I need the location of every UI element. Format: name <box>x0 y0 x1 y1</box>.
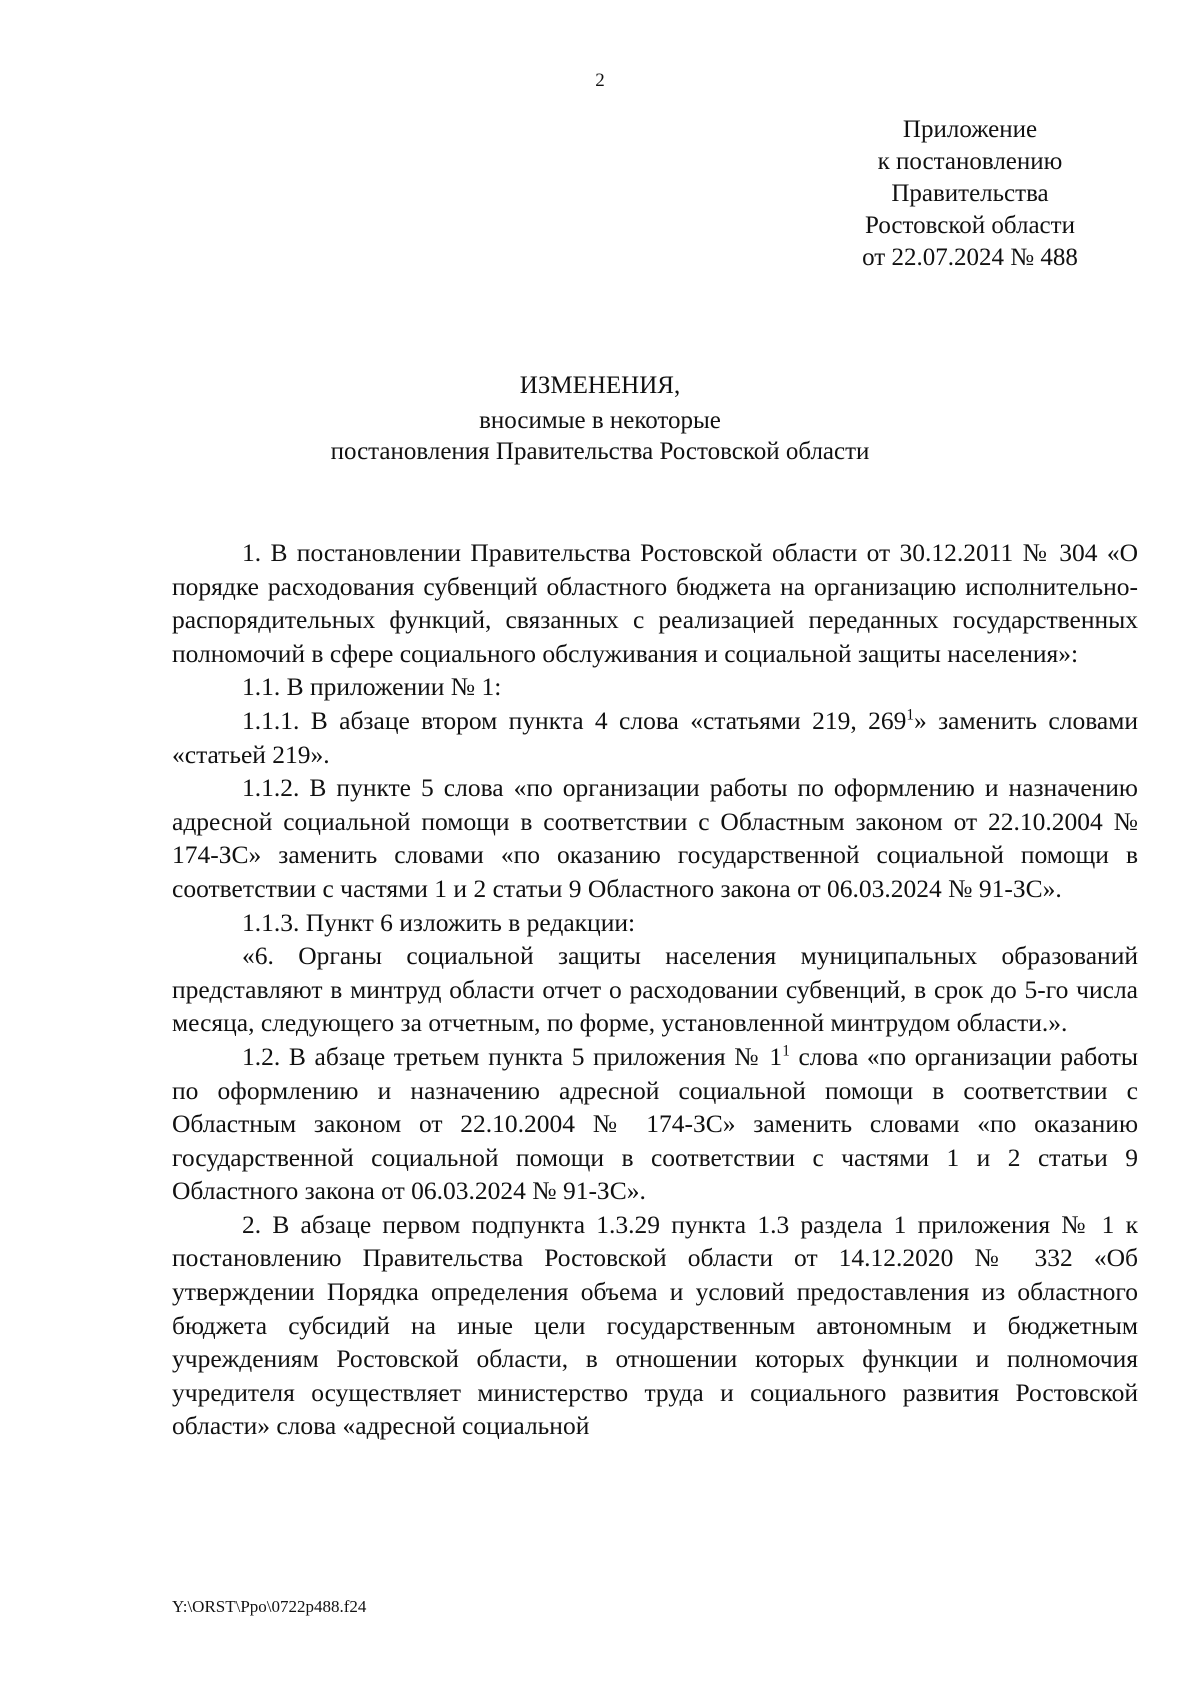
document-body <box>172 536 1138 1443</box>
page-number: 2 <box>595 70 605 91</box>
annex-line: от 22.07.2024 № 488 <box>862 244 1078 271</box>
document-heading <box>0 370 1200 467</box>
paragraph: 1.1.2. В пункте 5 слова «по организации работы по оформлению и назначению адресной социальной помощи в соответствии с Областным законом от 22.10.2004 № 174-ЗС» заменить словами «по оказанию государственной социальной помощи в соответствии с частями 1 и 2 статьи 9 Областного закона от 06.03.2024 № 91-ЗС». <box>172 773 1138 903</box>
heading-title: ИЗМЕНЕНИЯ, <box>519 372 681 399</box>
paragraph-text: » заменить словами «статьей 219». <box>172 705 1139 769</box>
paragraph <box>172 704 1138 771</box>
annex-block <box>820 114 1120 274</box>
paragraph: 1. В постановлении Правительства Ростовской области от 30.12.2011 № 304 «О порядке расходования субвенций областного бюджета на организацию исполнительно-распорядительных функций, связанных с реализацией переданных государственных полномочий в сфере социального обслуживания и социальной защиты населения»: <box>172 538 1138 668</box>
paragraph: 1.1.3. Пункт 6 изложить в редакции: <box>242 907 636 937</box>
paragraph: 1.1. В приложении № 1: <box>242 672 502 702</box>
paragraph-text: слова «по организации работы по оформлению и назначению адресной социальной помощи в соответствии с Областным законом от 22.10.2004 № 174-ЗС» заменить словами «по оказанию государственной социальной помощи в соответствии с частями 1 и 2 статьи 9 Областного закона от 06.03.2024 № 91-ЗС». <box>172 1041 1138 1206</box>
paragraph: 2. В абзаце первом подпункта 1.3.29 пункта 1.3 раздела 1 приложения № 1 к постановлению Правительства Ростовской области от 14.12.2020 № 332 «Об утверждении Порядка определения объема и условий предоставления из областного бюджета субсидий на иные цели государственным автономным и бюджетным учреждениям Ростовской области, в отношении которых функции и полномочия учредителя осуществляет министерство труда и социального развития Ростовской области» слова «адресной социальной <box>172 1209 1138 1441</box>
heading-subtitle: вносимые в некоторые <box>479 407 721 434</box>
annex-line: Приложение <box>902 116 1038 143</box>
paragraph-text: 1.2. В абзаце третьем пункта 5 приложения № 1 <box>242 1041 783 1071</box>
annex-line: Ростовской области <box>865 212 1075 239</box>
paragraph: «6. Органы социальной защиты населения муниципальных образований представляют в минтруд области отчет о расходовании субвенций, в срок до 5-го числа месяца, следующего за отчетным, по форме, установленной минтрудом области.». <box>172 941 1138 1038</box>
superscript: 1 <box>906 706 914 724</box>
heading-subtitle: постановления Правительства Ростовской области <box>330 438 870 465</box>
superscript: 1 <box>782 1042 790 1060</box>
annex-line: Правительства <box>891 180 1049 207</box>
annex-line: к постановлению <box>877 148 1063 175</box>
paragraph-text: 1.1.1. В абзаце втором пункта 4 слова «статьями 219, 269 <box>242 705 907 735</box>
file-path-footer: Y:\ORST\Ppo\0722p488.f24 <box>172 1597 367 1616</box>
paragraph <box>172 1040 1138 1208</box>
